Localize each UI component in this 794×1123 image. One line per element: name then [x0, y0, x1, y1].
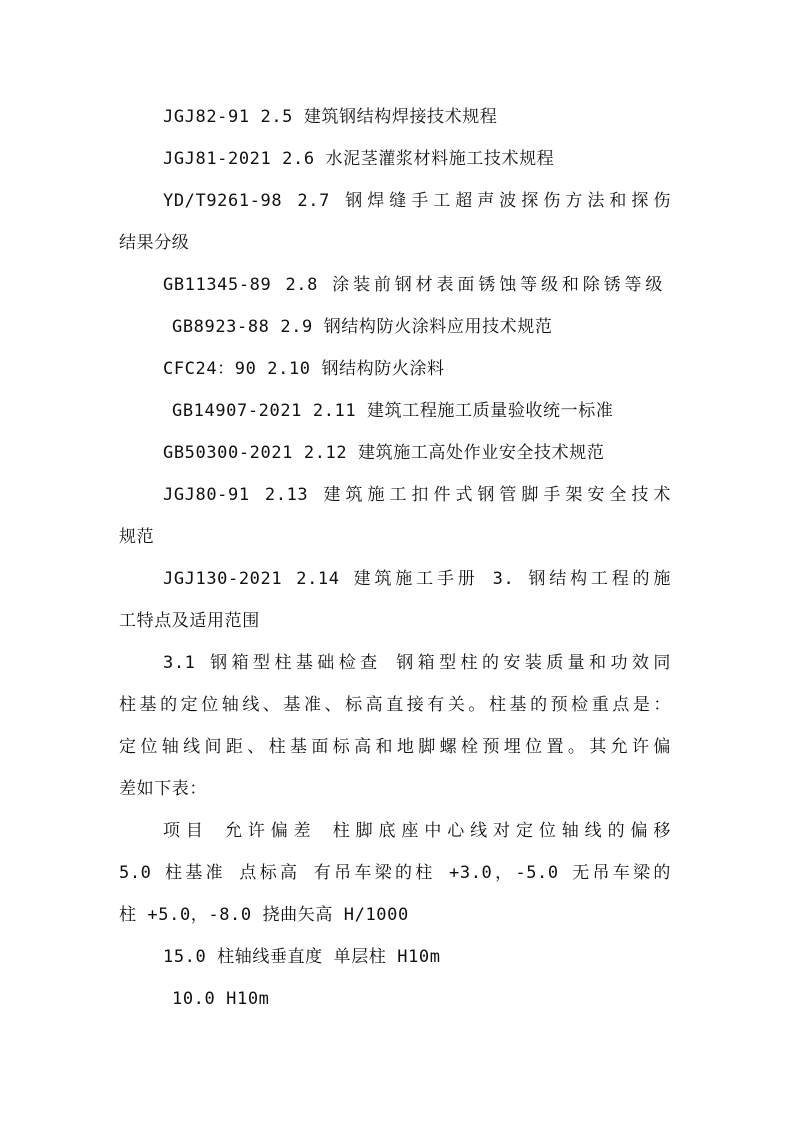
text-line: 3.1 钢箱型柱基础检查 钢箱型柱的安装质量和功效同 — [163, 653, 671, 673]
text-line: JGJ130-2021 2.14 建筑施工手册 3. 钢结构工程的施 — [163, 569, 671, 589]
text-line: 5.0 柱基准 点标高 有吊车梁的柱 +3.0，-5.0 无吊车梁的 — [119, 863, 671, 883]
text-line: 柱基的定位轴线、基准、标高直接有关。柱基的预检重点是： — [119, 695, 671, 715]
text-line: YD/T9261-98 2.7 钢焊缝手工超声波探伤方法和探伤 — [163, 191, 671, 211]
text-line: 10.0 H10m — [172, 989, 270, 1009]
text-line: GB50300-2021 2.12 建筑施工高处作业安全技术规范 — [163, 443, 605, 463]
text-line: 规范 — [119, 527, 155, 547]
text-line: GB11345-89 2.8 涂装前钢材表面锈蚀等级和除锈等级 — [163, 275, 663, 295]
text-line: GB8923-88 2.9 钢结构防火涂料应用技术规范 — [172, 317, 553, 337]
text-line: JGJ81-2021 2.6 水泥茎灌浆材料施工技术规程 — [163, 149, 555, 169]
text-line: 项目 允许偏差 柱脚底座中心线对定位轴线的偏移 — [163, 821, 671, 841]
text-line: 定位轴线间距、柱基面标高和地脚螺栓预埋位置。其允许偏 — [119, 737, 671, 757]
text-line: 柱 +5.0，-8.0 挠曲矢高 H/1000 — [119, 905, 409, 925]
text-line: 15.0 柱轴线垂直度 单层柱 H10m — [163, 947, 441, 967]
text-line: 差如下表： — [119, 779, 207, 799]
text-line: 结果分级 — [119, 233, 190, 253]
text-line: CFC24：90 2.10 钢结构防火涂料 — [163, 359, 445, 379]
text-line: 工特点及适用范围 — [119, 611, 260, 631]
text-line: JGJ82-91 2.5 建筑钢结构焊接技术规程 — [163, 107, 498, 127]
text-line: JGJ80-91 2.13 建筑施工扣件式钢管脚手架安全技术 — [163, 485, 671, 505]
text-line: GB14907-2021 2.11 建筑工程施工质量验收统一标准 — [172, 401, 614, 421]
